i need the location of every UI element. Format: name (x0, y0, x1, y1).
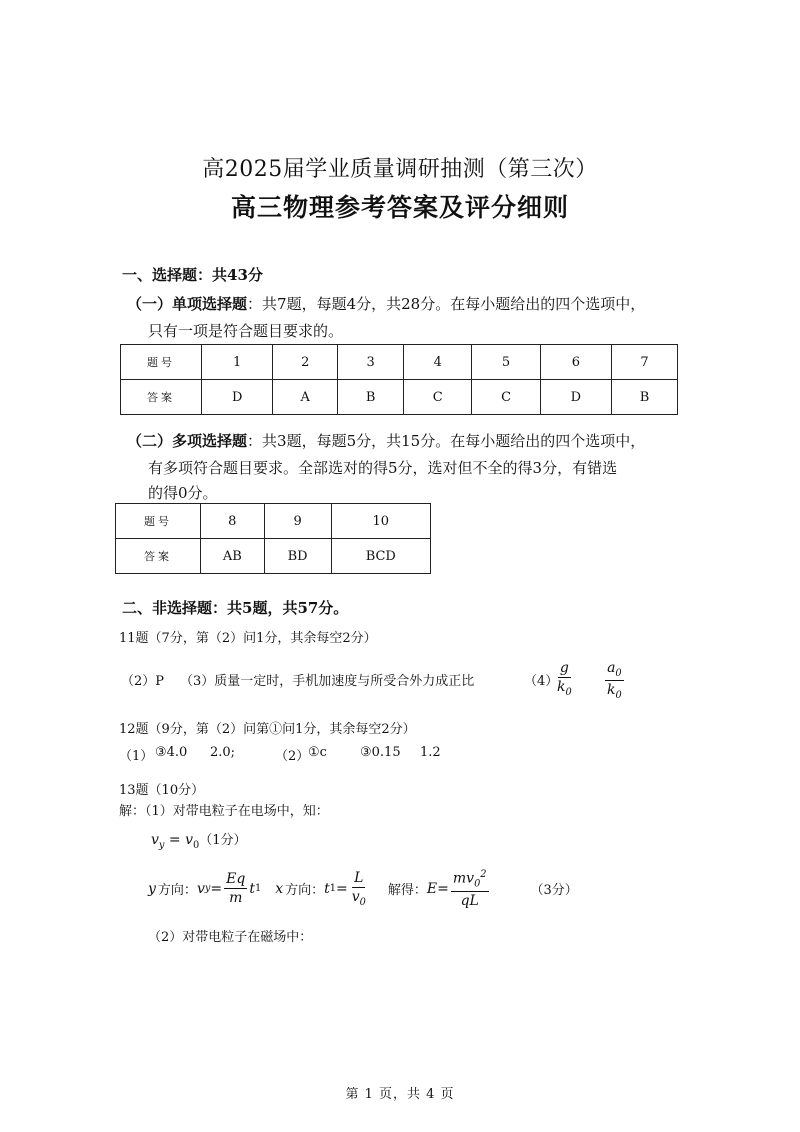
answer-cell: AB (201, 539, 265, 574)
equals-sign: = (164, 832, 186, 848)
q13-equation-line (148, 869, 578, 909)
row-header-answer: 答案 (116, 539, 201, 574)
subscript: 0 (615, 667, 622, 679)
x-direction-label: 方向： (285, 883, 325, 899)
answer-cell: B (612, 380, 678, 415)
q13-equation1 (151, 829, 247, 851)
equals-sign: = (437, 880, 449, 897)
answer-cell: D (202, 380, 273, 415)
fraction-denominator: k (557, 679, 566, 696)
section2-heading: 二、非选择题：共5题，共57分。 (122, 599, 349, 617)
single-choice-answer-table (120, 344, 678, 415)
fraction-denominator: k (607, 682, 616, 699)
question-number: 3 (338, 345, 404, 380)
subscript: y (158, 839, 165, 851)
part2-label: （二） (127, 432, 173, 450)
q13-heading: 13题（10分） (119, 783, 205, 798)
score-label: （3分） (530, 883, 578, 899)
subscript: 0 (359, 896, 366, 908)
row-header-question: 题号 (121, 345, 202, 380)
subscript: 0 (565, 686, 572, 698)
q11-answer3: （3）质量一定时，手机加速度与所受合外力成正比 (180, 674, 475, 689)
part1-intro (127, 293, 645, 314)
part1-title: 单项选择题 (172, 295, 248, 313)
answer-cell: B (338, 380, 404, 415)
equals-sign: = (210, 880, 223, 897)
page-number: 第 1 页，共 4 页 (345, 1087, 455, 1102)
answer-cell: BCD (331, 539, 430, 574)
symbol-v: v (151, 832, 159, 848)
question-number: 10 (331, 504, 430, 539)
y-direction-label: 方向： (157, 883, 197, 899)
part2-desc-line3: 的得0分。 (148, 484, 218, 502)
subscript: y (204, 883, 211, 895)
table-row (116, 504, 431, 539)
q11-fraction-g-over-k0 (553, 660, 576, 698)
fraction-mv0sq-over-ql (451, 869, 489, 909)
exam-title: 高2025届学业质量调研抽测（第三次） (202, 157, 598, 182)
part2-title: 多项选择题 (172, 432, 248, 450)
fraction-eq-over-m (224, 871, 247, 906)
q12-answer2-label: （2） (275, 749, 310, 764)
document-title: 高三物理参考答案及评分细则 (230, 193, 569, 222)
answer-cell: C (404, 380, 472, 415)
symbol-e: E (426, 880, 438, 897)
fraction-denominator: v (351, 888, 360, 905)
superscript: 2 (480, 869, 487, 880)
multiple-choice-answer-table (115, 503, 431, 574)
subscript: 1 (254, 883, 262, 895)
fraction-numerator: Eq (224, 871, 247, 889)
q11-fraction-a0-over-k0 (603, 660, 626, 701)
fraction-numerator: L (352, 870, 365, 888)
subscript: 1 (329, 883, 336, 895)
fraction-denominator: qL (460, 892, 479, 909)
section1-heading: 一、选择题：共43分 (122, 266, 263, 284)
question-number: 2 (273, 345, 338, 380)
row-header-question: 题号 (116, 504, 201, 539)
part2-intro (127, 430, 645, 451)
q11-answer4-label: （4） (524, 674, 559, 689)
symbol-x: x (275, 880, 284, 897)
q13-part2-intro: （2）对带电粒子在磁场中： (148, 930, 313, 945)
question-number: 5 (472, 345, 540, 380)
part1-label: （一） (127, 295, 173, 313)
question-number: 4 (404, 345, 472, 380)
fraction-denominator: m (229, 890, 243, 907)
q11-heading: 11题（7分，第（2）问1分，其余每空2分） (119, 631, 377, 646)
question-number: 6 (540, 345, 611, 380)
q12-answer2-value2: ③0.15 (360, 745, 401, 760)
question-number: 1 (202, 345, 273, 380)
answer-cell: D (540, 380, 611, 415)
symbol-v: v (185, 832, 194, 848)
answer-cell: BD (264, 539, 331, 574)
subscript: 0 (474, 878, 481, 890)
q12-answer1-value2: 2.0; (210, 745, 236, 760)
symbol-t: t (324, 880, 330, 897)
part2-desc-line1: ：共3题，每题5分，共15分。在每小题给出的四个选项中， (247, 432, 646, 450)
q12-answer2-value3: 1.2 (420, 745, 441, 760)
q12-answer1-label: （1） (119, 749, 154, 764)
equals-sign: = (336, 880, 348, 897)
symbol-y: y (148, 880, 156, 897)
subscript: 0 (193, 839, 200, 851)
part2-desc-line2: 有多项符合题目要求。全部选对的得5分，选对但不全的得3分，有错选 (148, 459, 618, 477)
question-number: 8 (201, 504, 265, 539)
table-row (116, 539, 431, 574)
q13-solution-intro: 解：（1）对带电粒子在电场中，知： (119, 804, 329, 819)
question-number: 7 (612, 345, 678, 380)
q12-heading: 12题（9分，第（2）问第①问1分，其余每空2分） (119, 722, 416, 737)
subscript: 0 (615, 689, 622, 701)
row-header-answer: 答案 (121, 380, 202, 415)
fraction-numerator: mv (452, 870, 475, 887)
score-label: （1分） (199, 833, 247, 848)
q12-answer1-value1: ③4.0 (155, 745, 188, 760)
fraction-numerator: a (607, 660, 616, 676)
fraction-numerator: g (558, 660, 571, 678)
q12-answer2-value1: ①c (308, 745, 327, 760)
solve-label: 解得： (387, 883, 427, 899)
symbol-t: t (249, 880, 255, 897)
table-row (121, 345, 678, 380)
question-number: 9 (264, 504, 331, 539)
answer-cell: C (472, 380, 540, 415)
part1-desc-line1: ：共7题，每题4分，共28分。在每小题给出的四个选项中， (247, 295, 646, 313)
symbol-v: v (196, 880, 205, 897)
part1-desc-line2: 只有一项是符合题目要求的。 (148, 322, 344, 340)
q11-answer2: （2）P (121, 674, 165, 689)
table-row (121, 380, 678, 415)
fraction-l-over-v0 (350, 870, 368, 908)
answer-cell: A (273, 380, 338, 415)
